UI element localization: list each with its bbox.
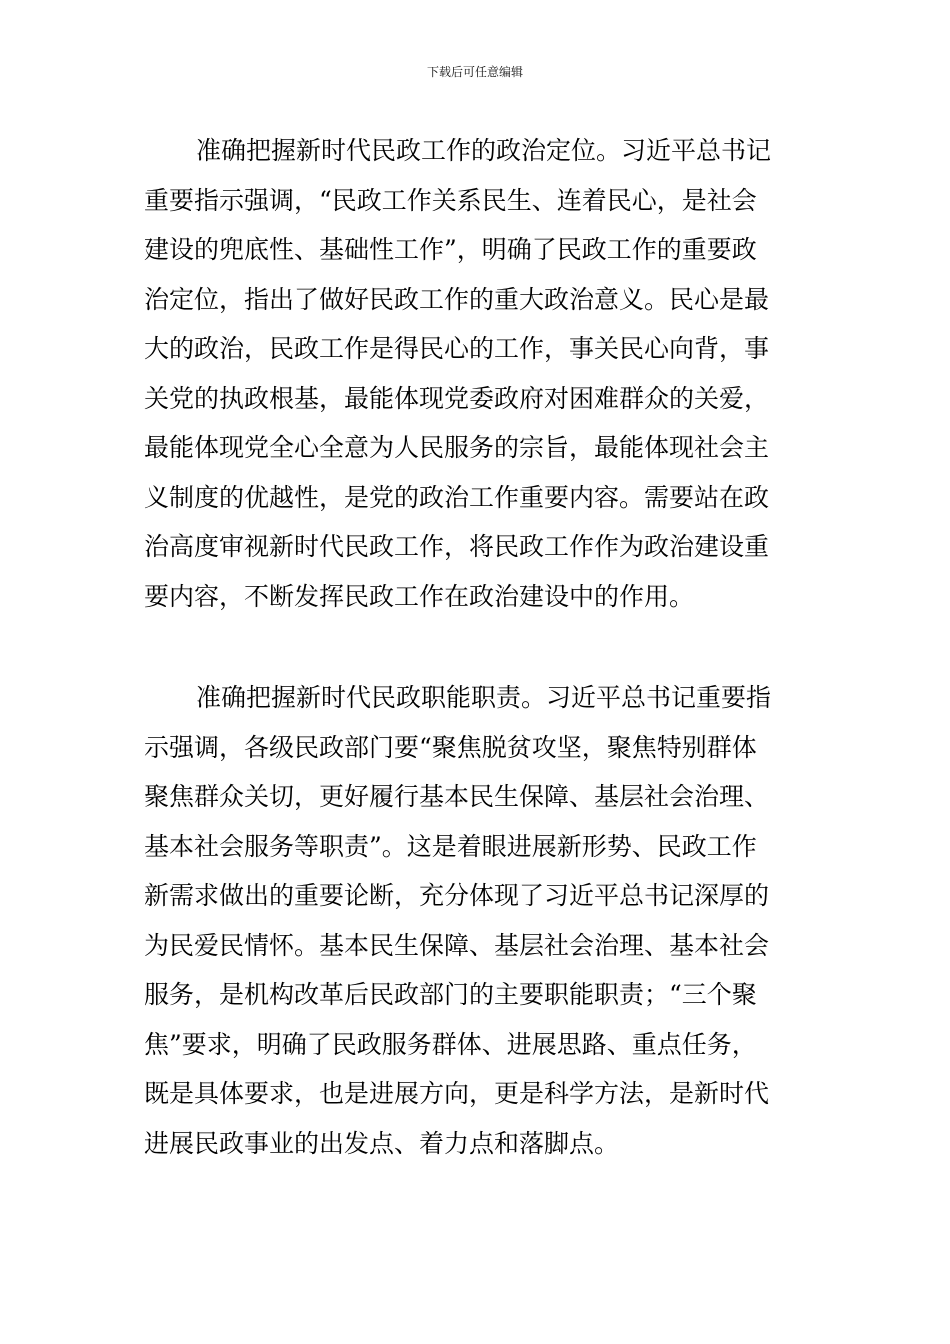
paragraph-line: 焦”要求，明确了民政服务群体、进展思路、重点任务，: [144, 1029, 757, 1059]
paragraph-line: 义制度的优越性，是党的政治工作重要内容。需要站在政: [144, 482, 770, 512]
page-header: 下载后可任意编辑: [426, 65, 523, 79]
paragraph-line: 要内容，不断发挥民政工作在政治建设中的作用。: [144, 581, 695, 611]
paragraph-line: 服务，是机构改革后民政部门的主要职能职责；“三个聚: [144, 980, 757, 1009]
paragraph-line: 重要指示强调，“民政工作关系民生、连着民心，是社会: [144, 185, 757, 215]
paragraph-line: 准确把握新时代民政职能职责。习近平总书记重要指: [196, 683, 772, 712]
paragraph-line: 进展民政事业的出发点、着力点和落脚点。: [144, 1128, 620, 1158]
paragraph-line: 准确把握新时代民政工作的政治定位。习近平总书记: [196, 136, 772, 165]
paragraph-line: 基本社会服务等职责”。这是着眼进展新形势、民政工作: [144, 831, 757, 861]
paragraph-line: 关党的执政根基，最能体现党委政府对困难群众的关爱，: [144, 383, 770, 413]
paragraph-line: 治定位，指出了做好民政工作的重大政治意义。民心是最: [144, 284, 770, 314]
paragraph-line: 聚焦群众关切，更好履行基本民生保障、基层社会治理、: [144, 782, 770, 811]
paragraph-political-positioning: [144, 126, 808, 621]
paragraph-line: 为民爱民情怀。基本民生保障、基层社会治理、基本社会: [144, 930, 770, 960]
paragraph-functions-duties: [144, 673, 808, 1168]
paragraph-line: 新需求做出的重要论断，充分体现了习近平总书记深厚的: [144, 881, 770, 910]
paragraph-line: 既是具体要求，也是进展方向，更是科学方法，是新时代: [144, 1079, 770, 1108]
paragraph-line: 大的政治，民政工作是得民心的工作，事关民心向背，事: [144, 334, 770, 363]
paragraph-line: 建设的兜底性、基础性工作”，明确了民政工作的重要政: [144, 235, 757, 264]
paragraph-line: 治高度审视新时代民政工作，将民政工作作为政治建设重: [144, 532, 770, 561]
paragraph-line: 最能体现党全心全意为人民服务的宗旨，最能体现社会主: [144, 433, 770, 462]
paragraph-line: 示强调，各级民政部门要“聚焦脱贫攻坚，聚焦特别群体: [144, 732, 757, 762]
